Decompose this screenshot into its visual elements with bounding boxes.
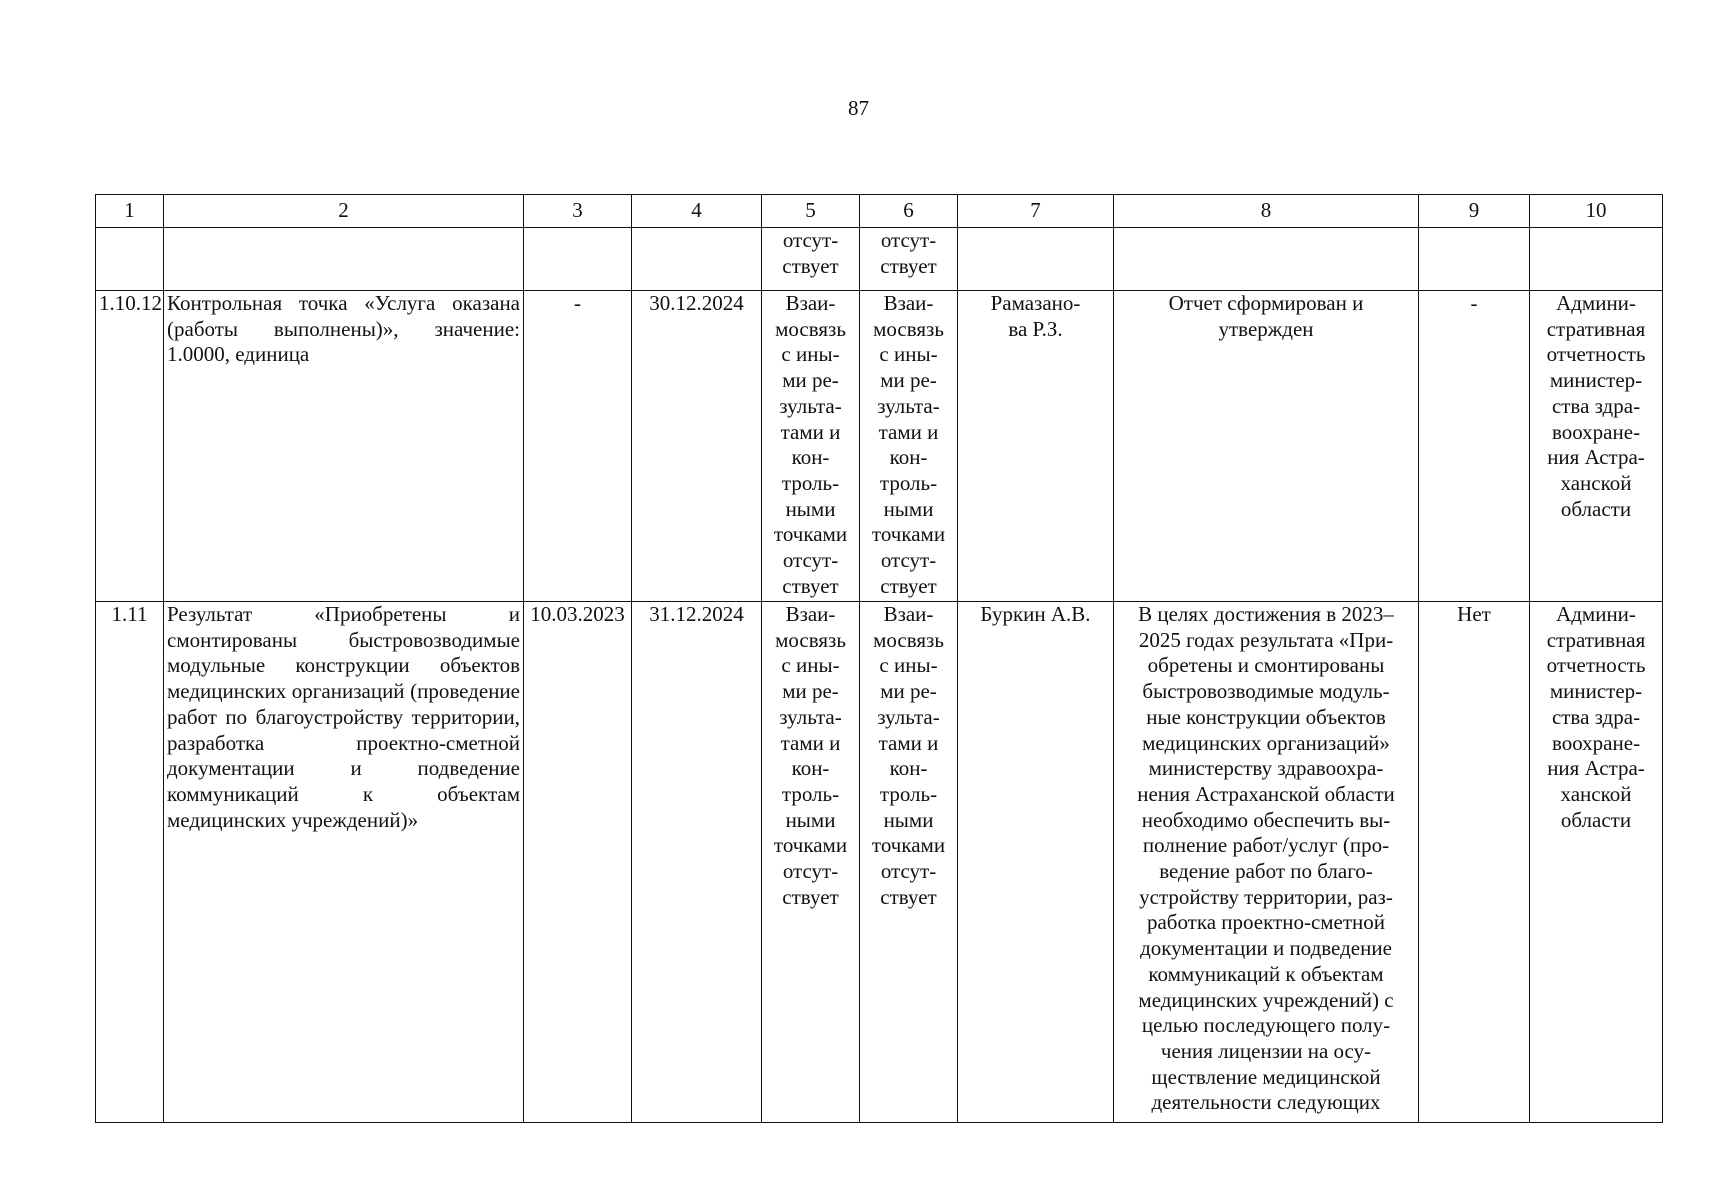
column-9-cell: - xyxy=(1419,291,1530,602)
cell-text-line: тами и xyxy=(780,730,841,755)
cell-text-line: зульта- xyxy=(877,393,940,418)
cell-text-line: мосвязь xyxy=(873,627,944,652)
responsible-cell xyxy=(958,291,1114,602)
cell-text-line: ствует xyxy=(880,884,937,909)
column-header: 6 xyxy=(860,195,958,228)
cell-text-line: ствует xyxy=(880,253,937,278)
column-header: 2 xyxy=(164,195,524,228)
cell-text-line: медицинских учреждений) с xyxy=(1138,987,1394,1012)
cell-text-line: утвержден xyxy=(1218,316,1314,341)
cell-text-line: тами и xyxy=(878,730,939,755)
cell-text-line: ния Астра- xyxy=(1547,756,1645,781)
cell-text-line: ми ре- xyxy=(782,679,839,704)
cell-text-line: документации и подведение xyxy=(1140,936,1392,961)
column-header: 1 xyxy=(96,195,164,228)
item-number-cell: 1.11 xyxy=(96,602,164,1123)
cell-text-line: ные конструкции объектов xyxy=(1146,704,1386,729)
cell-text-line: Взаи- xyxy=(883,291,934,315)
table-row xyxy=(96,291,1663,602)
cell-text-line: с ины- xyxy=(781,342,840,367)
cell-text-line: быстровозводимые модуль- xyxy=(1142,679,1390,704)
cell-text-line: с ины- xyxy=(879,342,938,367)
cell-text-line: Взаи- xyxy=(785,291,836,315)
cell-text-line: ществление медицинской xyxy=(1151,1064,1381,1089)
cell-text-line: чения лицензии на осу- xyxy=(1160,1038,1372,1063)
cell-text-line: ханской xyxy=(1560,781,1632,806)
cell-text-line: ми ре- xyxy=(782,368,839,393)
cell-text-line: с ины- xyxy=(879,653,938,678)
cell-text-line: ствует xyxy=(782,253,839,278)
relations-checkpoints-cell xyxy=(860,602,958,1123)
cell-text-line: ствует xyxy=(782,573,839,598)
cell-text-line: ствует xyxy=(880,573,937,598)
cell-text-line: В целях достижения в 2023– xyxy=(1138,602,1394,626)
cell-text-line: ми ре- xyxy=(880,679,937,704)
item-name-cell: Результат «Приобретены и смонтированы быстровозводимые модульные конструкции объектов медицинских организаций (проведение работ по благоустройству территории, разработка проектно-сметной документации и подведение коммуникаций к объектам медицинских учреждений)» xyxy=(164,602,524,1123)
data-table xyxy=(95,194,1663,1123)
cell-text-line: троль- xyxy=(879,470,938,495)
cell-text-line: нения Астраханской области xyxy=(1137,781,1395,806)
cell-text-line: необходимо обеспечить вы- xyxy=(1141,807,1391,832)
cell-text-line: точками xyxy=(773,833,848,858)
cell-text-line: ханской xyxy=(1560,470,1632,495)
table-row-continuation xyxy=(96,228,1663,291)
cell-text-line: кон- xyxy=(889,445,928,470)
column-header: 9 xyxy=(1419,195,1530,228)
cell-text-line: стративная xyxy=(1546,627,1646,652)
cell-text-line: Буркин А.В. xyxy=(980,602,1091,626)
relations-checkpoints-cell xyxy=(860,291,958,602)
cell-text-line: воохране- xyxy=(1551,419,1641,444)
cell-text-line: кон- xyxy=(791,445,830,470)
table-cell xyxy=(632,228,762,291)
cell-text-line: воохране- xyxy=(1551,730,1641,755)
relations-results-cell xyxy=(762,291,860,602)
start-date-cell: 10.03.2023 xyxy=(524,602,632,1123)
cell-text-line: мосвязь xyxy=(775,627,846,652)
description-cell xyxy=(1114,291,1419,602)
cell-text-line: мосвязь xyxy=(775,316,846,341)
cell-text-line: отсут- xyxy=(880,859,937,884)
cell-text-line: отсут- xyxy=(782,548,839,573)
cell-text-line: троль- xyxy=(879,781,938,806)
table-cell xyxy=(524,228,632,291)
cell-text-line: ва Р.З. xyxy=(1008,316,1063,341)
cell-text-line: троль- xyxy=(781,781,840,806)
cell-text-line: Отчет сформирован и xyxy=(1168,291,1364,315)
cell-text-line: министер- xyxy=(1549,679,1643,704)
cell-text-line: министерству здравоохра- xyxy=(1148,756,1384,781)
cell-text-line: кон- xyxy=(889,756,928,781)
cell-text-line: медицинских организаций» xyxy=(1142,730,1390,755)
cell-text-line: области xyxy=(1560,807,1632,832)
cell-text-line: отсут- xyxy=(782,859,839,884)
cell-text-line: Взаи- xyxy=(883,602,934,626)
table-cell xyxy=(1419,228,1530,291)
cell-text-line: ствует xyxy=(782,884,839,909)
cell-text-line: кон- xyxy=(791,756,830,781)
cell-text-line: стративная xyxy=(1546,316,1646,341)
cell-text-line: ными xyxy=(785,496,836,521)
end-date-cell: 30.12.2024 xyxy=(632,291,762,602)
page-number: 87 xyxy=(848,96,869,120)
header-row xyxy=(96,195,1663,228)
info-system-cell xyxy=(1530,602,1663,1123)
cell-text-line: ства здра- xyxy=(1551,393,1641,418)
cell-text-line: с ины- xyxy=(781,653,840,678)
cell-text-line: ми ре- xyxy=(880,368,937,393)
cell-text-line: отчетность xyxy=(1546,653,1646,678)
cell-text-line: устройству территории, раз- xyxy=(1139,884,1393,909)
cell-text-line: зульта- xyxy=(779,393,842,418)
cell-text-line: тами и xyxy=(780,419,841,444)
column-header: 3 xyxy=(524,195,632,228)
cell-text-line: Взаи- xyxy=(785,602,836,626)
column-header: 5 xyxy=(762,195,860,228)
cell-text-line: отчетность xyxy=(1546,342,1646,367)
cell-text-line: обретены и смонтированы xyxy=(1147,653,1385,678)
cell-text-line: 2025 годах результата «При- xyxy=(1138,627,1394,652)
cell-text-line: Рамазано- xyxy=(990,291,1081,315)
cell-text-line: работка проектно-сметной xyxy=(1146,910,1386,935)
column-header: 10 xyxy=(1530,195,1663,228)
responsible-cell xyxy=(958,602,1114,1123)
cell-text-line: зульта- xyxy=(877,704,940,729)
table-cell xyxy=(1114,228,1419,291)
cell-text-line: коммуникаций к объектам xyxy=(1148,961,1384,986)
info-system-cell xyxy=(1530,291,1663,602)
cell-text-line: отсут- xyxy=(782,228,839,252)
cell-text-line: отсут- xyxy=(880,228,937,252)
cell-text-line: ведение работ по благо- xyxy=(1159,859,1373,884)
cell-text-line: Админи- xyxy=(1556,602,1636,626)
cell-text-line: мосвязь xyxy=(873,316,944,341)
column-9-cell: Нет xyxy=(1419,602,1530,1123)
relations-results-cell xyxy=(762,602,860,1123)
table-cell xyxy=(958,228,1114,291)
cell-text-line: зульта- xyxy=(779,704,842,729)
cell-text-line: точками xyxy=(871,522,946,547)
description-cell xyxy=(1114,602,1419,1123)
column-header: 7 xyxy=(958,195,1114,228)
item-name-cell: Контрольная точка «Услуга оказана (работы выполнены)», значение: 1.0000, единица xyxy=(164,291,524,602)
item-number-cell: 1.10.12 xyxy=(96,291,164,602)
cell-text-line: полнение работ/услуг (про- xyxy=(1142,833,1390,858)
cell-text-line: целью последующего полу- xyxy=(1141,1013,1391,1038)
cell-text-line: точками xyxy=(773,522,848,547)
relations-checkpoints-cell xyxy=(860,228,958,291)
relations-results-cell xyxy=(762,228,860,291)
cell-text-line: троль- xyxy=(781,470,840,495)
table-row xyxy=(96,602,1663,1123)
cell-text-line: ными xyxy=(785,807,836,832)
cell-text-line: ния Астра- xyxy=(1547,445,1645,470)
cell-text-line: точками xyxy=(871,833,946,858)
cell-text-line: министер- xyxy=(1549,368,1643,393)
cell-text-line: ными xyxy=(883,496,934,521)
end-date-cell: 31.12.2024 xyxy=(632,602,762,1123)
cell-text-line: деятельности следующих xyxy=(1151,1090,1381,1115)
cell-text-line: Админи- xyxy=(1556,291,1636,315)
column-header: 4 xyxy=(632,195,762,228)
table-cell xyxy=(96,228,164,291)
table-cell xyxy=(164,228,524,291)
cell-text-line: ными xyxy=(883,807,934,832)
cell-text-line: области xyxy=(1560,496,1632,521)
column-header: 8 xyxy=(1114,195,1419,228)
table-cell xyxy=(1530,228,1663,291)
cell-text-line: ства здра- xyxy=(1551,704,1641,729)
cell-text-line: отсут- xyxy=(880,548,937,573)
cell-text-line: тами и xyxy=(878,419,939,444)
start-date-cell: - xyxy=(524,291,632,602)
